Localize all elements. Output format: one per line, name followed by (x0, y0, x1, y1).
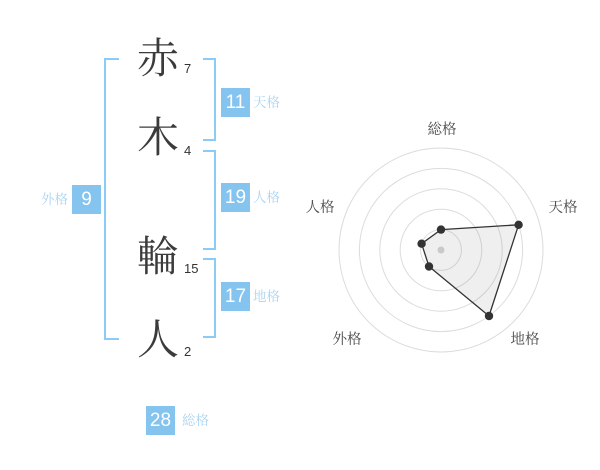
tenkaku-value-box: 11 (221, 88, 250, 117)
jinkaku-bracket (203, 150, 216, 250)
chikaku-label: 地格 (253, 289, 280, 304)
tenkaku-label: 天格 (253, 95, 280, 110)
stroke-count-1: 7 (184, 61, 192, 76)
center-dot (438, 247, 445, 254)
soukaku-label: 総格 (182, 413, 209, 428)
gaikaku-label: 外格 (41, 192, 68, 207)
axis-label: 地格 (510, 332, 540, 348)
data-point (485, 312, 493, 320)
jinkaku-value-box: 19 (221, 183, 250, 212)
gaikaku-bracket (104, 58, 119, 340)
name-char-4: 人 (136, 316, 179, 363)
chikaku-bracket (203, 258, 216, 338)
name-char-2: 木 (136, 114, 179, 161)
jinkaku-label: 人格 (253, 190, 280, 205)
axis-label: 総格 (427, 122, 457, 138)
stroke-count-4: 2 (184, 344, 192, 359)
gaikaku-value-box: 9 (72, 185, 101, 214)
name-char-1: 赤 (136, 35, 179, 82)
data-point (437, 225, 445, 233)
data-point (417, 240, 425, 248)
name-char-3: 輪 (136, 233, 179, 280)
soukaku-value-box: 28 (146, 406, 175, 435)
tenkaku-bracket (203, 58, 216, 141)
axis-label: 人格 (305, 200, 335, 216)
axis-label: 天格 (548, 200, 578, 216)
data-point (514, 221, 522, 229)
stroke-count-2: 4 (184, 143, 192, 158)
axis-label: 外格 (332, 332, 362, 348)
radar-chart (300, 100, 600, 400)
stroke-count-3: 15 (184, 261, 199, 276)
data-point (425, 262, 433, 270)
chikaku-value-box: 17 (221, 282, 250, 311)
